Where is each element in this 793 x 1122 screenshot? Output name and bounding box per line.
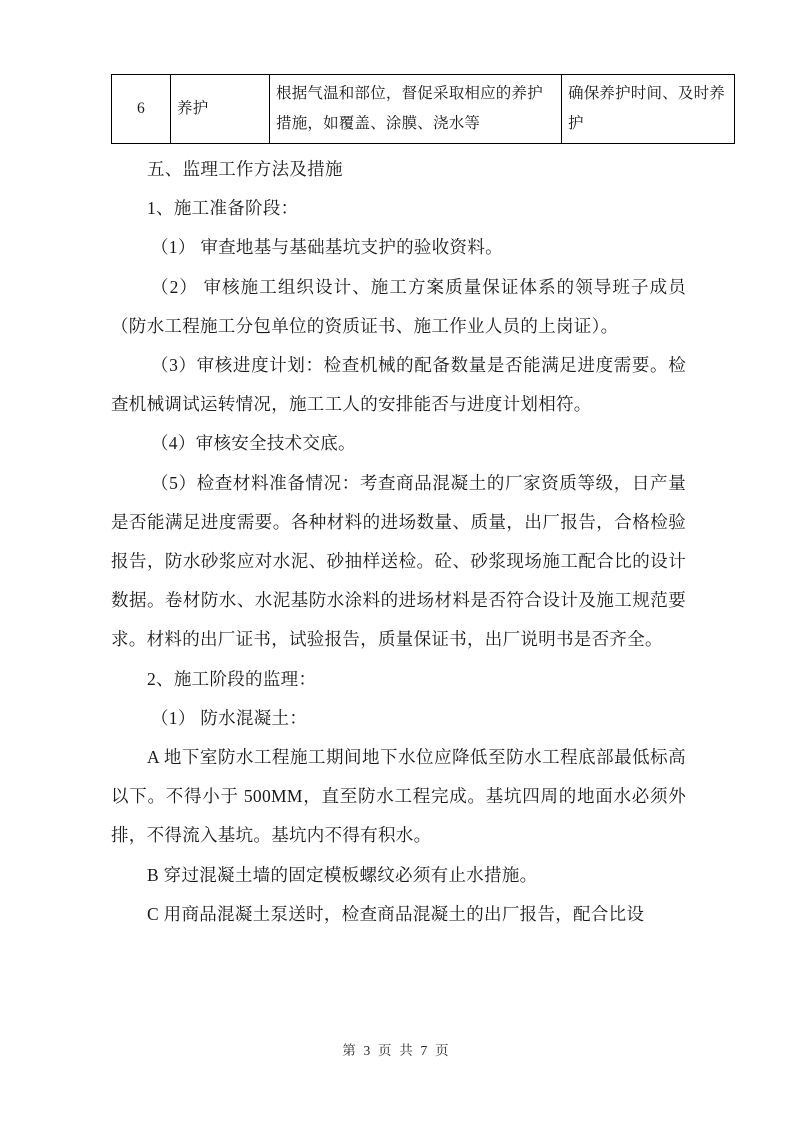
item-1-5: （5）检查材料准备情况：考查商品混凝土的厂家资质等级，日产量是否能满足进度需要。各种材料的进场数量、质量，出厂报告，合格检验报告，防水砂浆应对水泥、砂抽样送检。砼、砂浆现场施工配合比的设计数据。卷材防水、水泥基防水涂料的进场材料是否符合设计及施工规范要求。材料的出厂证书，试验报告，质量保证书，出厂说明书是否齐全。 — [111, 472, 686, 650]
item-1-4: （4）审核安全技术交底。 — [151, 433, 356, 454]
page-number: 第 3 页 共 7 页 — [342, 1043, 451, 1058]
table-cell-requirement: 确保养护时间、及时养护 — [562, 75, 735, 144]
item-2-c: C 用商品混凝土泵送时，检查商品混凝土的出厂报告，配合比设 — [147, 903, 645, 924]
table-cell-index: 6 — [112, 75, 171, 144]
item-2-b: B 穿过混凝土墙的固定模板螺纹必须有止水措施。 — [147, 864, 538, 885]
maintenance-table — [111, 74, 735, 144]
body-content — [111, 150, 686, 934]
table-body — [112, 75, 735, 144]
section-1-heading: 1、施工准备阶段： — [147, 198, 299, 219]
item-2-a: A 地下室防水工程施工期间地下水位应降低至防水工程底部最低标高以下。不得小于 500MM，直至防水工程完成。基坑四周的地面水必须外排，不得流入基坑。基坑内不得有积水。 — [111, 747, 686, 846]
table-cell-name: 养护 — [171, 75, 270, 144]
item-1-3: （3）审核进度计划：检查机械的配备数量是否能满足进度需要。检查机械调试运转情况，施工工人的安排能否与进度计划相符。 — [111, 355, 686, 415]
item-1-1: （1） 审查地基与基础基坑支护的验收资料。 — [151, 237, 503, 258]
table-cell-description: 根据气温和部位，督促采取相应的养护措施，如覆盖、涂膜、浇水等 — [270, 75, 562, 144]
table-row — [112, 75, 735, 144]
item-2-1: （1） 防水混凝土： — [151, 707, 308, 728]
heading-five: 五、监理工作方法及措施 — [147, 159, 343, 179]
item-1-2: （2） 审核施工组织设计、施工方案质量保证体系的领导班子成员（防水工程施工分包单位的资质证书、施工作业人员的上岗证）。 — [111, 276, 686, 336]
section-2-heading: 2、施工阶段的监理： — [147, 668, 317, 689]
page-footer — [0, 1039, 793, 1059]
